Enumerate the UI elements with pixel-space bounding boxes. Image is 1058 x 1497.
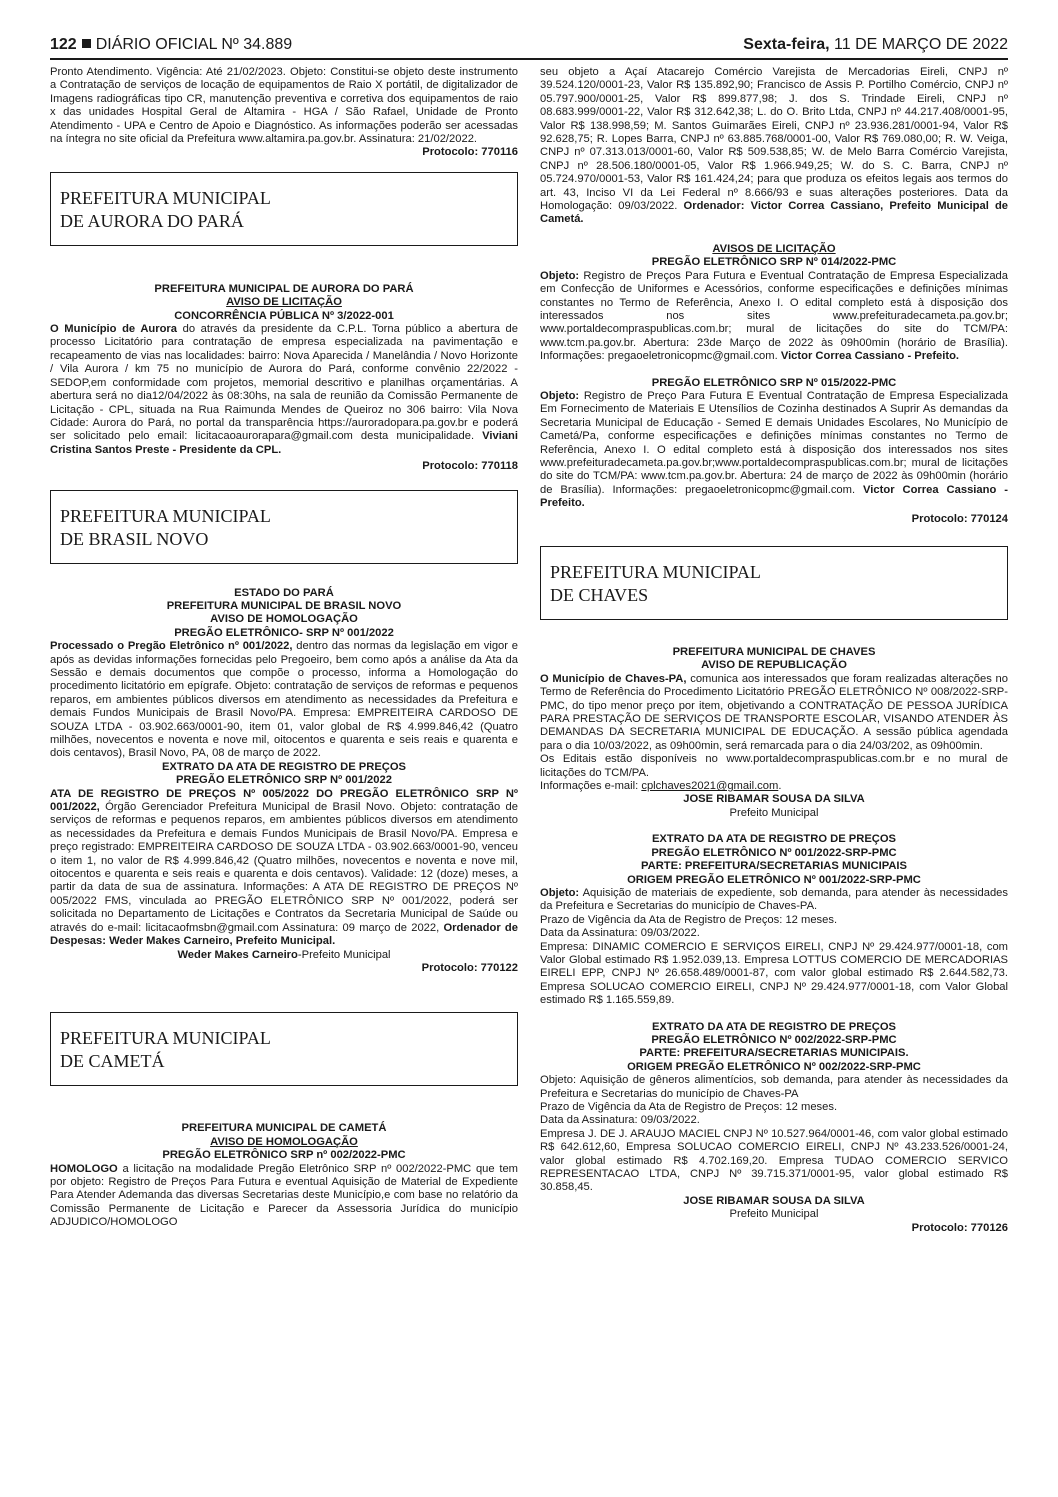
box-line-1: PREFEITURA MUNICIPAL	[550, 562, 761, 582]
box-line-2: DE AURORA DO PARÁ	[60, 210, 244, 231]
aurora-signature: Viviani Cristina Santos Preste - Presidente da CPL.	[50, 430, 518, 456]
chaves-sig-role: Prefeito Municipal	[729, 806, 819, 819]
avisos-015-text: Registro de Preço Para Futura E Eventual Contratação de Empresa Especializada Em Fornecimento de Materiais E Utensílios de Cozinha destinados A Suprir As demandas da Secretaria Municipal de Educação - Semed E demais Unidades Escolares, No Município de Cametá/Pa, conforme especificações e definições mínimas constantes no Termo de Referência, Anexo I. O edital completo está à disposição dos interessados nos sites www.prefeituradecameta.pa.gov.br;www.portaldecompraspublicas.com.br; mural de licitações do site do TCM/PA: www.tcm.pa.gov.br. Abertura: 24 de março de 2022 às 09h00min (horário de Brasília). Informações: pregaoeletronicopmc@gmail.com.	[540, 389, 1008, 496]
cameta-title: PREFEITURA MUNICIPAL DE CAMETÁ	[181, 1122, 387, 1135]
avisos-014-signature: Victor Correa Cassiano - Prefeito.	[780, 350, 960, 363]
aurora-title: PREFEITURA MUNICIPAL DE AURORA DO PARÁ	[154, 282, 414, 295]
header-weekday: Sexta-feira,	[743, 36, 830, 53]
aurora-notice	[50, 283, 518, 474]
section-box-chaves	[540, 546, 1008, 620]
aurora-lead: O Município de Aurora	[50, 323, 177, 336]
avisos-015-body	[540, 390, 1008, 511]
header-date-text: 11 DE MARÇO DE 2022	[829, 36, 1008, 53]
chaves-editais: Os Editais estão disponíveis no www.portaldecompraspublicas.com.br e no mural de licitações do TCM/PA.	[540, 753, 1008, 779]
chaves-sig-name: JOSE RIBAMAR SOUSA DA SILVA	[683, 793, 865, 806]
brasil-extrato-pregao: PREGÃO ELETRÔNICO SRP Nº 001/2022	[176, 774, 392, 787]
chaves-body	[540, 673, 1008, 753]
e1-origem: ORIGEM PREGÃO ELETRÔNICO Nº 001/2022-SRP-PMC	[627, 873, 921, 886]
brasil-extrato-body	[50, 788, 518, 949]
chaves-lead: O Município de Chaves-PA,	[540, 672, 687, 685]
protocol-770116: Protocolo: 770116	[422, 146, 518, 159]
chaves-extrato-1	[540, 833, 1008, 1007]
box-line-1: PREFEITURA MUNICIPAL	[60, 1028, 271, 1049]
box-line-2: DE CAMETÁ	[60, 1051, 165, 1072]
brasil-lead-1: Processado o Pregão Eletrônico nº 001/2022,	[50, 640, 293, 653]
e1-lead: Objeto:	[540, 886, 580, 899]
avisos-014-lead: Objeto:	[540, 269, 580, 282]
cameta-body	[50, 1163, 518, 1230]
chaves-aviso: AVISO DE REPUBLICAÇÃO	[701, 659, 847, 672]
page-number: 122	[50, 36, 77, 53]
avisos-title: AVISOS DE LICITAÇÃO	[712, 242, 836, 255]
chaves-info	[540, 780, 1008, 793]
e2-sig-name: JOSE RIBAMAR SOUSA DA SILVA	[683, 1194, 865, 1207]
protocol-770124: Protocolo: 770124	[911, 512, 1008, 525]
brasil-estado: ESTADO DO PARÁ	[234, 586, 334, 599]
avisos-pregao-015: PREGÃO ELETRÔNICO SRP Nº 015/2022-PMC	[651, 376, 897, 389]
brasil-homologacao-body	[50, 640, 518, 761]
avisos-015-lead: Objeto:	[540, 389, 580, 402]
cameta-avisos	[540, 243, 1008, 526]
e1-pregao: PREGÃO ELETRÔNICO Nº 001/2022-SRP-PMC	[651, 846, 897, 859]
brasil-text-1: dentro das normas da legislação em vigor e após as devidas informações fornecidas pelo Pregoeiro, bem como após a análise da Ata da Sessão e demais documentos que compõe o processo, informa a Homologação do procedimento licitatório em epígrafe. Objeto: contratação de serviços de reformas e pequenos reparos, em ambientes públicos diversos em atendimento as necessidades da Prefeitura e demais Fundos Municipais de Brasil Novo/PA. Empresa: EMPREITEIRA CARDOSO DE SOUZA LTDA - 03.902.663/0001-90, item 01, valor global de R$ 4.999.846,42 (Quatro milhões, novecentos e noventa e nove mil, oitocentos e quarenta e seis reais e quarenta e dois centavos), Brasil Novo, PA, 08 de março de 2022.	[50, 640, 518, 760]
chaves-extrato-2	[540, 1021, 1008, 1222]
brasil-text-2: Órgão Gerenciador Prefeitura Municipal de Brasil Novo. Objeto: contratação de serviços de reformas e pequenos reparos, em ambientes públicos diversos em atendimento as necessidades da Prefeitura e demais Fundos Municipais de Brasil Novo/PA. Empresa e preço registrado: EMPREITEIRA CARDOSO DE SOUZA LTDA - 03.902.663/0001-90, venceu o item 1, no valor de R$ 4.999.846,42 (Quatro milhões, novecentos e noventa e nove mil, oitocentos e quarenta e seis reais e quarenta e dois centavos). Validade: 12 (doze) meses, a partir da data de sua de assinatura. Informações: A ATA DE REGISTRO DE PREÇOS Nº 005/2022 FMS, vinculada ao PREGÃO ELETRÔNICO SRP Nº 001/2022, poderá ser solicitada no Departamento de Licitações e Contratos da Secretaria Municipal de Saúde ou através do e-mail: licitacaofmsbn@gmail.com Assinatura: 09 março de 2022,	[50, 801, 518, 934]
cameta-aviso: AVISO DE HOMOLOGAÇÃO	[210, 1135, 358, 1148]
e1-data: Data da Assinatura: 09/03/2022.	[540, 927, 700, 940]
e2-objeto: Objeto: Aquisição de gêneros alimentícios, sob demanda, para atender às necessidades da Prefeitura e Secretarias do município de Chaves-PA	[540, 1074, 1008, 1100]
journal-name: DIÁRIO OFICIAL Nº 34.889	[95, 36, 293, 53]
chaves-text: comunica aos interessados que foram realizadas alterações no Termo de Referência do Procedimento Licitatório PREGÃO ELETRÔNICO Nº 008/2022-SRP-PMC, do tipo menor preço por item, objetivando a CONTRATAÇÃO DE PESSOA JURÍDICA PARA PRESTAÇÃO DE SERVIÇOS DE TRANSPORTE ESCOLAR, VISANDO ATENDER ÀS DEMANDAS DA SECRETARIA MUNICIPAL DE EDUCAÇÃO. A sessão pública agendada para o dia 10/03/2022, as 09h00min, será remarcada para o dia 24/03/202, as 09h00min.	[540, 672, 1008, 752]
e1-empresas: Empresa: DINAMIC COMERCIO E SERVIÇOS EIRELI, CNPJ Nº 29.424.977/0001-18, com Valor Global estimado R$ 1.952.039,13. Empresa LOTTUS COMERCIO DE MERCADORIAS EIRELI EPP, CNPJ Nº 26.658.489/0001-87, com valor global estimado R$ 2.644.582,73. Empresa SOLUCAO COMERCIO EIRELI, CNPJ Nº 29.424.977/0001-18, com Valor Global estimado R$ 1.165.559,89.	[540, 940, 1008, 1007]
square-bullet-icon	[82, 39, 91, 48]
protocol-770118: Protocolo: 770118	[422, 460, 518, 473]
protocol-770122: Protocolo: 770122	[421, 961, 518, 974]
e2-title: EXTRATO DA ATA DE REGISTRO DE PREÇOS	[651, 1020, 897, 1033]
right-column	[540, 66, 1008, 1235]
e2-origem: ORIGEM PREGÃO ELETRÔNICO Nº 002/2022-SRP-PMC	[627, 1060, 921, 1073]
section-box-brasil-novo	[50, 490, 518, 564]
brasil-aviso: AVISO DE HOMOLOGAÇÃO	[210, 613, 358, 626]
aurora-body	[50, 323, 518, 457]
cameta-text: a licitação na modalidade Pregão Eletrônico SRP nº 002/2022-PMC que tem por objeto: Registro de Preços Para Futura e eventual Aquisição de Material de Expediente Para Atender Ademanda das diversas Secretarias deste Município,e com base no relatório da Comissão Permanente de Licitação e Parecer da Assessoria Jurídica do município ADJUDICO/HOMOLOGO	[50, 1162, 518, 1229]
box-line-1: PREFEITURA MUNICIPAL	[60, 187, 271, 208]
e2-sig-role: Prefeito Municipal	[729, 1208, 819, 1221]
aurora-concorrencia: CONCORRÊNCIA PÚBLICA Nº 3/2022-001	[174, 309, 394, 322]
chaves-notice	[540, 646, 1008, 1235]
chaves-info-label: Informações e-mail:	[540, 780, 642, 793]
section-box-cameta	[50, 1012, 518, 1086]
avisos-014-body	[540, 270, 1008, 364]
section-box-aurora	[50, 172, 518, 246]
brasil-signature	[50, 949, 518, 962]
chaves-email-link[interactable]: cplchaves2021@gmail.com	[641, 780, 779, 793]
cameta-lead: HOMOLOGO	[50, 1162, 118, 1175]
e1-title: EXTRATO DA ATA DE REGISTRO DE PREÇOS	[651, 833, 897, 846]
e2-data: Data da Assinatura: 09/03/2022.	[540, 1114, 700, 1127]
altamira-continuation: Pronto Atendimento. Vigência: Até 21/02/2023. Objeto: Constitui-se objeto deste instrumento a Contratação de serviços de locação de equipamentos de Raio X portátil, de digitalizador de Imagens radiográficas tipo CR, manutenção preventiva e corretiva dos equipamentos de raio x das unidades Hospital Geral de Altamira - HGA / São Rafael, Unidade de Pronto Atendimento - UPA e Centro de Apoio e Diagnóstico. As informações poderão ser acessadas na íntegra no site oficial da Prefeitura www.altamira.pa.gov.br. Assinatura: 21/02/2022.	[50, 66, 518, 146]
box-line-2: DE BRASIL NOVO	[60, 528, 209, 549]
box-line-2: DE CHAVES	[550, 585, 649, 605]
cameta-continuation	[540, 66, 1008, 227]
cameta-ordenador: Ordenador: Victor Correa Cassiano, Prefeito Municipal de Cametá.	[540, 200, 1008, 226]
chaves-title: PREFEITURA MUNICIPAL DE CHAVES	[672, 646, 876, 658]
e1-text: Aquisição de materiais de expediente, sob demanda, para atender às necessidades da Prefeitura e Secretarias do município de Chaves-PA.	[540, 886, 1008, 913]
protocol-770126: Protocolo: 770126	[911, 1221, 1008, 1234]
brasil-sig-role: -Prefeito Municipal	[297, 948, 391, 961]
cameta-pregao: PREGÃO ELETRÔNICO SRP nº 002/2022-PMC	[162, 1149, 406, 1162]
brasil-lead-2: ATA DE REGISTRO DE PREÇOS Nº 005/2022 DO PREGÃO ELETRÔNICO SRP Nº 001/2022,	[50, 787, 518, 814]
header-left	[50, 36, 292, 54]
header-rule	[50, 58, 1008, 60]
e2-pregao: PREGÃO ELETRÔNICO Nº 002/2022-SRP-PMC	[651, 1033, 897, 1046]
e1-objeto	[540, 887, 1008, 914]
page-header	[50, 36, 1008, 60]
avisos-015-signature: Victor Correa Cassiano - Prefeito.	[540, 483, 1008, 510]
brasil-ordenador: Ordenador de Despesas: Weder Makes Carneiro, Prefeito Municipal.	[50, 921, 518, 948]
e1-prazo: Prazo de Vigência da Ata de Registro de Preços: 12 meses.	[540, 913, 838, 926]
e2-parte: PARTE: PREFEITURA/SECRETARIAS MUNICIPAIS.	[639, 1047, 909, 1060]
aurora-text: do através da presidente da C.P.L. Torna público a abertura de processo Licitatório para contratação de empresa especializada na pavimentação e recapeamento de vias nas localidades: bairro: Nova Aparecida / Manelândia / Novo Horizonte / Vila Aurora / km 75 no município de Aurora do Pará, conforme convênio 22/2022 - SEDOP,em conformidade com projetos, memorial descritivo e planilhas orçamentárias. A abertura será no dia12/04/2022 às 08:30hs, na sala de reunião da Comissão Permanente de Licitação - CPL, situada na Rua Raimunda Mendes de Queiroz no 306 bairro: Vila Nova Cidade: Aurora do Pará, no portal da transparência https://auroradopara.pa.gov.br e poderá ser solicitado pelo email: licitacaoaurorapara@gmail.com desta municipalidade.	[50, 323, 518, 443]
e2-prazo: Prazo de Vigência da Ata de Registro de Preços: 12 meses.	[540, 1101, 838, 1113]
cameta-notice	[50, 1122, 518, 1229]
header-date	[743, 36, 1008, 54]
brasil-sig-name: Weder Makes Carneiro	[177, 948, 298, 961]
left-column	[50, 66, 518, 1230]
avisos-pregao-014: PREGÃO ELETRÔNICO SRP Nº 014/2022-PMC	[651, 256, 897, 269]
brasil-prefeitura: PREFEITURA MUNICIPAL DE BRASIL NOVO	[166, 599, 402, 612]
brasil-pregao: PREGÃO ELETRÔNICO- SRP Nº 001/2022	[174, 626, 394, 639]
avisos-014-text: Registro de Preços Para Futura e Eventual Contratação de Empresa Especializada em Confecção de Uniformes e Acessórios, conforme especificações e definições mínimas constantes no Termo de Referência, Anexo I. O edital completo está à disposição dos interessados nos sites www.prefeituradecameta.pa.gov.br; www.portaldecompraspublicas.com.br; mural de licitações do site do TCM/PA: www.tcm.pa.gov.br. Abertura: 23de Março de 2022 às 09h00min (horário de Brasília). Informações: pregaoeletronicopmc@gmail.com.	[540, 269, 1008, 363]
chaves-info-end: .	[778, 780, 782, 793]
box-line-1: PREFEITURA MUNICIPAL	[60, 505, 271, 526]
brasil-extrato-title: EXTRATO DA ATA DE REGISTRO DE PREÇOS	[161, 760, 407, 773]
brasil-novo-notice	[50, 587, 518, 976]
aurora-subtitle: AVISO DE LICITAÇÃO	[226, 296, 342, 309]
e2-empresas: Empresa J. DE J. ARAUJO MACIEL CNPJ Nº 10.527.964/0001-46, com valor global estimado R$ 642.612,60, Empresa SOLUCAO COMERCIO EIRELI, CNPJ Nº 43.233.526/0001-24, valor global estimado R$ 4.702.169,20. Empresa TUDAO COMERCIO SERVICO REPRESENTACAO LTDA, CNPJ Nº 39.715.371/0001-95, valor global estimado R$ 30.858,45.	[540, 1127, 1008, 1194]
cameta-cont-text: seu objeto a Açaí Atacarejo Comércio Varejista de Mercadorias Eireli, CNPJ nº 39.524.120/0001-23, Valor R$ 135.892,90; Francisco de Assis P. Portilho Comércio, CNPJ nº 05.797.900/0001-25, Valor R$ 899.877,98; J. dos S. Trindade Eireli, CNPJ nº 08.683.999/0001-22, Valor R$ 312.642,38; L. do O. Brito Ltda, CNPJ nº 44.217.408/0001-95, Valor R$ 138.998,59; M. Santos Guimarães Eireli, CNPJ nº 23.936.281/0001-94, Valor R$ 92.628,75; R. Lopes Barra, CNPJ nº 63.885.768/0001-00, Valor R$ 769.080,00; R. W. Veiga, CNPJ nº 07.313.013/0001-60, Valor R$ 509.538,85; W. de Melo Barra Comércio Varejista, CNPJ nº 28.506.180/0001-05, Valor R$ 1.966.949,25; W. do S. C. Barra, CNPJ nº 05.724.970/0001-53, Valor R$ 161.424,24; para que produza os efeitos legais aos termos do art. 43, Inciso VI da Lei Federal nº 8.666/93 e suas alterações posteriores. Data da Homologação: 09/03/2022.	[540, 66, 1008, 213]
e1-parte: PARTE: PREFEITURA/SECRETARIAS MUNICIPAIS	[640, 860, 908, 873]
